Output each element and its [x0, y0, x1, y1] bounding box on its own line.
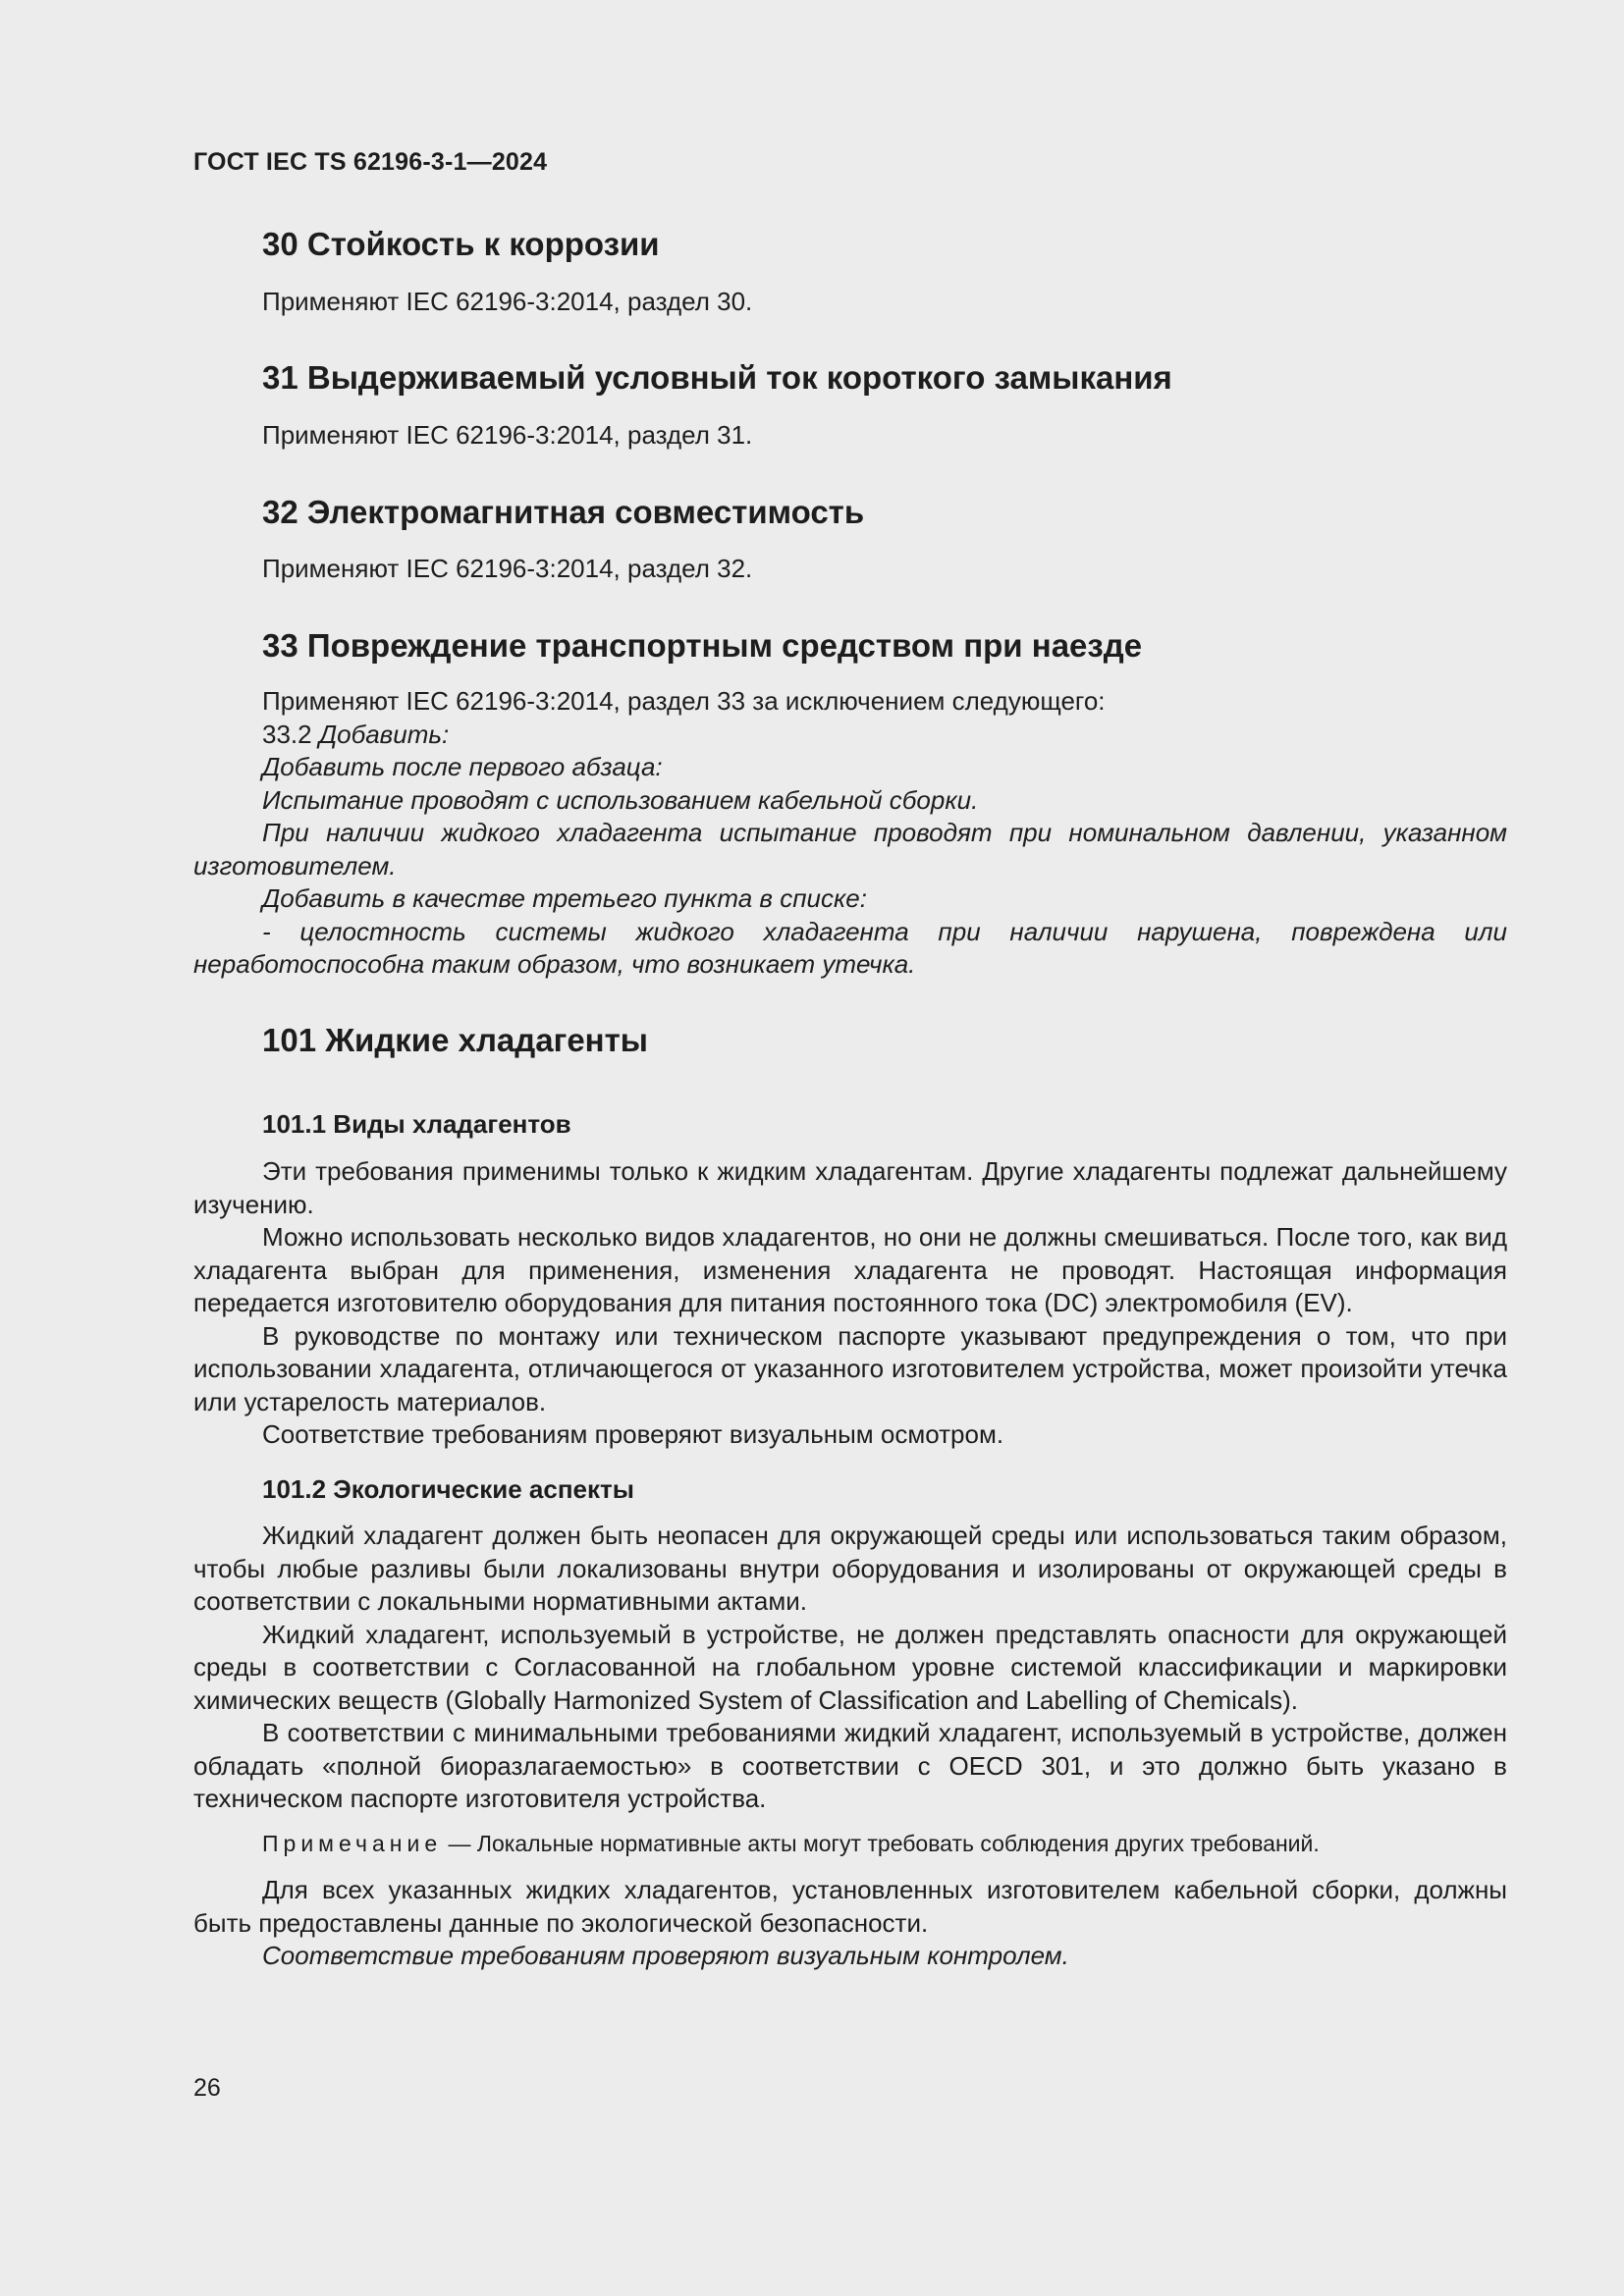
section-30-body	[193, 286, 1507, 319]
document-code-header: ГОСТ IEC TS 62196-3-1—2024	[193, 148, 548, 176]
page-number: 26	[193, 2074, 221, 2102]
section-33-line-2: Испытание проводят с использованием кабельной сборки.	[262, 784, 979, 815]
section-32-title: 32 Электромагнитная совместимость	[262, 494, 865, 530]
section-101-1-body	[193, 1155, 1507, 1452]
section-33-intro: Применяют IEC 62196-3:2014, раздел 33 за исключением следующего:	[262, 686, 1106, 716]
section-101-2-paragraph-1: Жидкий хладагент должен быть неопасен для окружающей среды или использоваться таким образом, чтобы любые разливы были локализованы внутри оборудования и изолированы от окружающей среды в соответствии с локальными нормативными актами.	[193, 1521, 1507, 1616]
section-33-title: 33 Повреждение транспортным средством при наезде	[262, 627, 1143, 664]
section-101-1-paragraph-1: Эти требования применимы только к жидким хладагентам. Другие хладагенты подлежат дальнейшему изучению.	[193, 1156, 1507, 1219]
section-101-2-note	[193, 1829, 1507, 1858]
section-31-text: Применяют IEC 62196-3:2014, раздел 31.	[262, 420, 753, 450]
document-page	[193, 0, 1507, 2296]
section-101-1-title: 101.1 Виды хладагентов	[262, 1109, 571, 1139]
section-101-2-paragraph-3: В соответствии с минимальными требованиями жидкий хладагент, используемый в устройстве, должен обладать «полной биоразлагаемостью» в соответствии с OECD 301, и это должно быть указано в техническом паспорте изготовителя устройства.	[193, 1718, 1507, 1813]
section-31-title: 31 Выдерживаемый условный ток короткого замыкания	[262, 359, 1172, 396]
section-30-title: 30 Стойкость к коррозии	[262, 226, 660, 262]
section-33-line-1: Добавить после первого абзаца:	[262, 752, 663, 781]
section-101-2-paragraph-2: Жидкий хладагент, используемый в устройстве, не должен представлять опасности для окружающей среды в соответствии с Согласованной на глобальном уровне системой классификации и маркировки химических веществ (Globally Harmonized System of Classification and Labelling of Chemicals).	[193, 1619, 1507, 1715]
note-paragraph	[193, 1829, 1507, 1858]
section-101-2-body	[193, 1520, 1507, 1816]
section-32-body	[193, 553, 1507, 586]
section-33-line-5: - целостность системы жидкого хладагента при наличии нарушена, повреждена или неработоспособна таким образом, что возникает утечка.	[193, 916, 1507, 979]
section-101-2-title: 101.2 Экологические аспекты	[262, 1474, 634, 1504]
section-33-item-number: 33.2	[262, 719, 319, 749]
section-101-2-body-continued	[193, 1874, 1507, 1973]
section-33-line-4: Добавить в качестве третьего пункта в списке:	[262, 883, 867, 913]
section-101-1-paragraph-2: Можно использовать несколько видов хладагентов, но они не должны смешиваться. После того, как вид хладагента выбран для применения, изменения хладагента не проводят. Настоящая информация передается изготовителю оборудования для питания постоянного тока (DC) электромобиля (EV).	[193, 1222, 1507, 1317]
section-101-1-paragraph-3: В руководстве по монтажу или техническом паспорте указывают предупреждения о том, что при использовании хладагента, отличающегося от указанного изготовителем устройства, может произойти утечка или устарелость материалов.	[193, 1320, 1507, 1416]
section-101-title: 101 Жидкие хладагенты	[262, 1022, 648, 1058]
section-101-2-paragraph-4: Для всех указанных жидких хладагентов, установленных изготовителем кабельной сборки, должны быть предоставлены данные по экологической безопасности.	[193, 1875, 1507, 1938]
section-33-item-action: Добавить:	[318, 719, 450, 749]
section-33-body	[193, 685, 1507, 982]
section-101-1-paragraph-4: Соответствие требованиям проверяют визуальным осмотром.	[262, 1419, 1004, 1449]
section-33-item	[193, 719, 1507, 752]
section-33-line-3: При наличии жидкого хладагента испытание проводят при номинальном давлении, указанном изготовителем.	[193, 818, 1507, 881]
section-30-text: Применяют IEC 62196-3:2014, раздел 30.	[262, 287, 753, 316]
section-31-body	[193, 419, 1507, 453]
note-label: Примечание	[262, 1831, 443, 1856]
section-101-2-paragraph-5: Соответствие требованиям проверяют визуальным контролем.	[262, 1941, 1069, 1970]
note-text: — Локальные нормативные акты могут требовать соблюдения других требований.	[442, 1831, 1320, 1856]
section-32-text: Применяют IEC 62196-3:2014, раздел 32.	[262, 554, 753, 583]
